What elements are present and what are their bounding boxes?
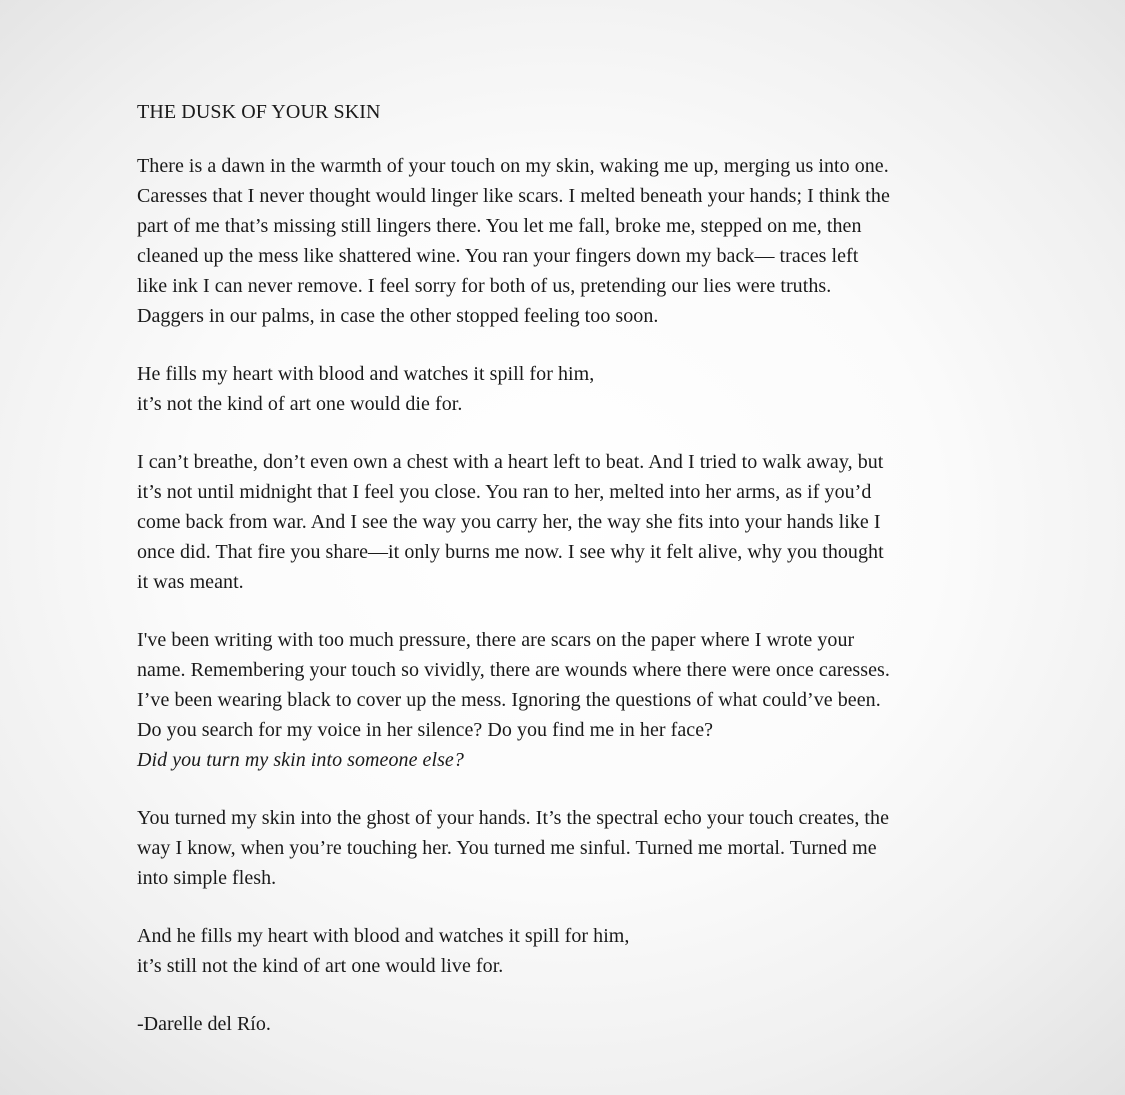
stanza-1-line-1: There is a dawn in the warmth of your touch on my skin, waking me up, merging us into one.	[137, 155, 889, 177]
stanza-5-line-3: into simple flesh.	[137, 867, 277, 889]
stanza-4	[137, 625, 1007, 775]
stanza-5-line-2: way I know, when you’re touching her. You turned me sinful. Turned me mortal. Turned me	[137, 837, 877, 859]
stanza-1-line-2: Caresses that I never thought would linger like scars. I melted beneath your hands; I think the	[137, 185, 890, 207]
stanza-4-italic-line: Did you turn my skin into someone else?	[137, 749, 464, 771]
stanza-1-line-6: Daggers in our palms, in case the other stopped feeling too soon.	[137, 305, 659, 327]
stanza-5-line-1: You turned my skin into the ghost of your hands. It’s the spectral echo your touch creates, the	[137, 807, 890, 829]
stanza-3	[137, 447, 1007, 597]
stanza-3-line-1: I can’t breathe, don’t even own a chest with a heart left to beat. And I tried to walk away, but	[137, 451, 884, 473]
stanza-1	[137, 151, 1007, 331]
poem-title: THE DUSK OF YOUR SKIN	[137, 101, 381, 123]
stanza-2	[137, 359, 1007, 419]
stanza-5	[137, 803, 1007, 893]
stanza-4-line-2: name. Remembering your touch so vividly, there are wounds where there were once caresses.	[137, 659, 890, 681]
stanza-4-line-1: I've been writing with too much pressure, there are scars on the paper where I wrote your	[137, 629, 855, 651]
stanza-3-line-2: it’s not until midnight that I feel you close. You ran to her, melted into her arms, as if you’d	[137, 481, 872, 503]
stanza-3-line-4: once did. That fire you share—it only burns me now. I see why it felt alive, why you thought	[137, 541, 884, 563]
stanza-2-line-1: He fills my heart with blood and watches it spill for him,	[137, 363, 595, 385]
stanza-3-line-5: it was meant.	[137, 571, 244, 593]
stanza-2-line-2: it’s not the kind of art one would die for.	[137, 393, 463, 415]
stanza-6	[137, 921, 1007, 981]
stanza-3-line-3: come back from war. And I see the way you carry her, the way she fits into your hands like I	[137, 511, 881, 533]
stanza-1-line-3: part of me that’s missing still lingers there. You let me fall, broke me, stepped on me, then	[137, 215, 862, 237]
author-signature: -Darelle del Río.	[137, 1013, 271, 1035]
stanza-4-line-3: I’ve been wearing black to cover up the mess. Ignoring the questions of what could’ve been.	[137, 689, 881, 711]
stanza-6-line-2: it’s still not the kind of art one would live for.	[137, 955, 504, 977]
stanza-1-line-5: like ink I can never remove. I feel sorry for both of us, pretending our lies were truths.	[137, 275, 832, 297]
stanza-1-line-4: cleaned up the mess like shattered wine. You ran your fingers down my back— traces left	[137, 245, 859, 267]
poem-page	[137, 97, 1007, 1039]
stanza-6-line-1: And he fills my heart with blood and watches it spill for him,	[137, 925, 630, 947]
stanza-4-line-4: Do you search for my voice in her silence? Do you find me in her face?	[137, 719, 714, 741]
